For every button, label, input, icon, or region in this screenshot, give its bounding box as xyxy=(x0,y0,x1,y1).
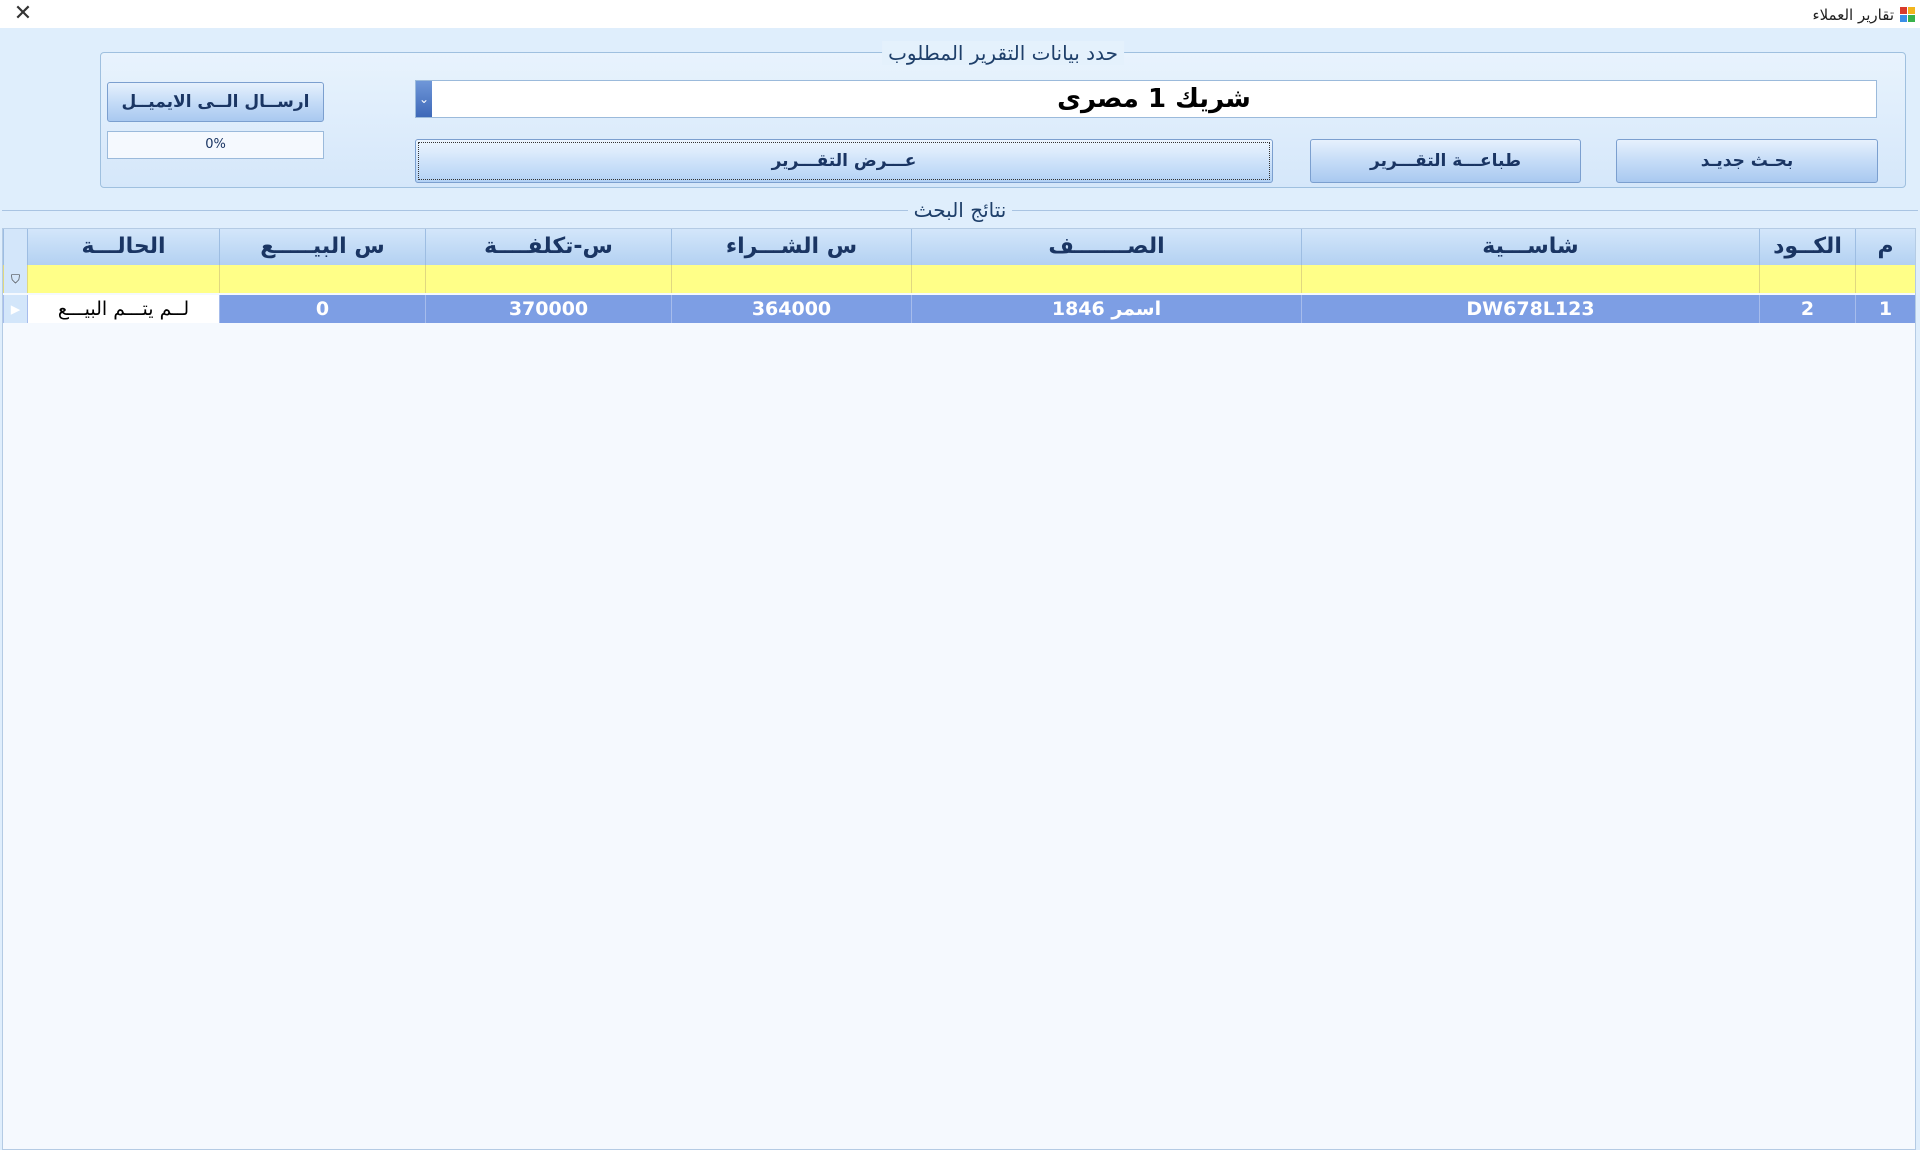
chevron-down-icon[interactable]: ⌄ xyxy=(416,81,432,117)
print-report-button[interactable]: طباعـــة التقـــرير xyxy=(1310,139,1581,183)
cell-buy-price[interactable]: 364000 xyxy=(671,295,911,323)
results-legend xyxy=(0,198,1920,222)
column-header-status[interactable]: الحالـــة xyxy=(27,229,219,265)
column-header-code[interactable]: الكــود xyxy=(1759,229,1855,265)
cell-sell-price[interactable]: 0 xyxy=(219,295,425,323)
partner-combobox[interactable] xyxy=(415,80,1877,118)
title-bar xyxy=(0,0,1920,28)
filter-cell-status[interactable] xyxy=(27,265,219,293)
filter-cell-sell-price[interactable] xyxy=(219,265,425,293)
column-header-chassis[interactable]: شاســـية xyxy=(1301,229,1759,265)
close-icon[interactable]: ✕ xyxy=(13,1,33,26)
cell-status[interactable]: لــم يتـــم البيـــع xyxy=(27,295,219,323)
show-report-button[interactable]: عـــرض التقـــرير xyxy=(415,139,1273,183)
window-title: تقارير العملاء xyxy=(1812,6,1894,24)
grid-header-row xyxy=(3,229,1915,265)
new-search-button[interactable]: بحـث جديـد xyxy=(1616,139,1878,183)
filter-cell-cost-price[interactable] xyxy=(425,265,671,293)
filter-cell-buy-price[interactable] xyxy=(671,265,911,293)
header-corner xyxy=(3,229,27,265)
cell-cost-price[interactable]: 370000 xyxy=(425,295,671,323)
column-header-buy-price[interactable]: س الشـــراء xyxy=(671,229,911,265)
partner-value: شريك 1 مصرى xyxy=(1057,84,1251,114)
cell-m[interactable]: 1 xyxy=(1855,295,1915,323)
results-grid[interactable] xyxy=(2,228,1916,1150)
column-header-m[interactable]: م xyxy=(1855,229,1915,265)
email-progress-bar: 0% xyxy=(107,131,324,159)
criteria-legend: حدد بيانات التقرير المطلوب xyxy=(882,41,1124,65)
filter-cell-type[interactable] xyxy=(911,265,1301,293)
results-legend-text: نتائج البحث xyxy=(908,198,1013,222)
column-header-sell-price[interactable]: س البيـــــع xyxy=(219,229,425,265)
filter-icon[interactable]: ⛉ xyxy=(3,265,27,293)
filter-cell-code[interactable] xyxy=(1759,265,1855,293)
cell-type[interactable]: اسمر 1846 xyxy=(911,295,1301,323)
cell-chassis[interactable]: DW678L123 xyxy=(1301,295,1759,323)
send-email-button[interactable]: ارســال الــى الايميــل xyxy=(107,82,324,122)
app-icon xyxy=(1900,7,1916,23)
column-header-cost-price[interactable]: س-تكلفــــة xyxy=(425,229,671,265)
cell-code[interactable]: 2 xyxy=(1759,295,1855,323)
row-indicator-icon[interactable]: ▸ xyxy=(3,295,27,323)
filter-cell-chassis[interactable] xyxy=(1301,265,1759,293)
filter-row[interactable] xyxy=(3,265,1915,293)
client-area xyxy=(0,28,1920,1150)
table-row[interactable] xyxy=(3,295,1915,323)
column-header-type[interactable]: الصـــــــف xyxy=(911,229,1301,265)
criteria-group xyxy=(100,41,1906,188)
window-title-group xyxy=(1813,4,1916,26)
filter-cell-m[interactable] xyxy=(1855,265,1915,293)
